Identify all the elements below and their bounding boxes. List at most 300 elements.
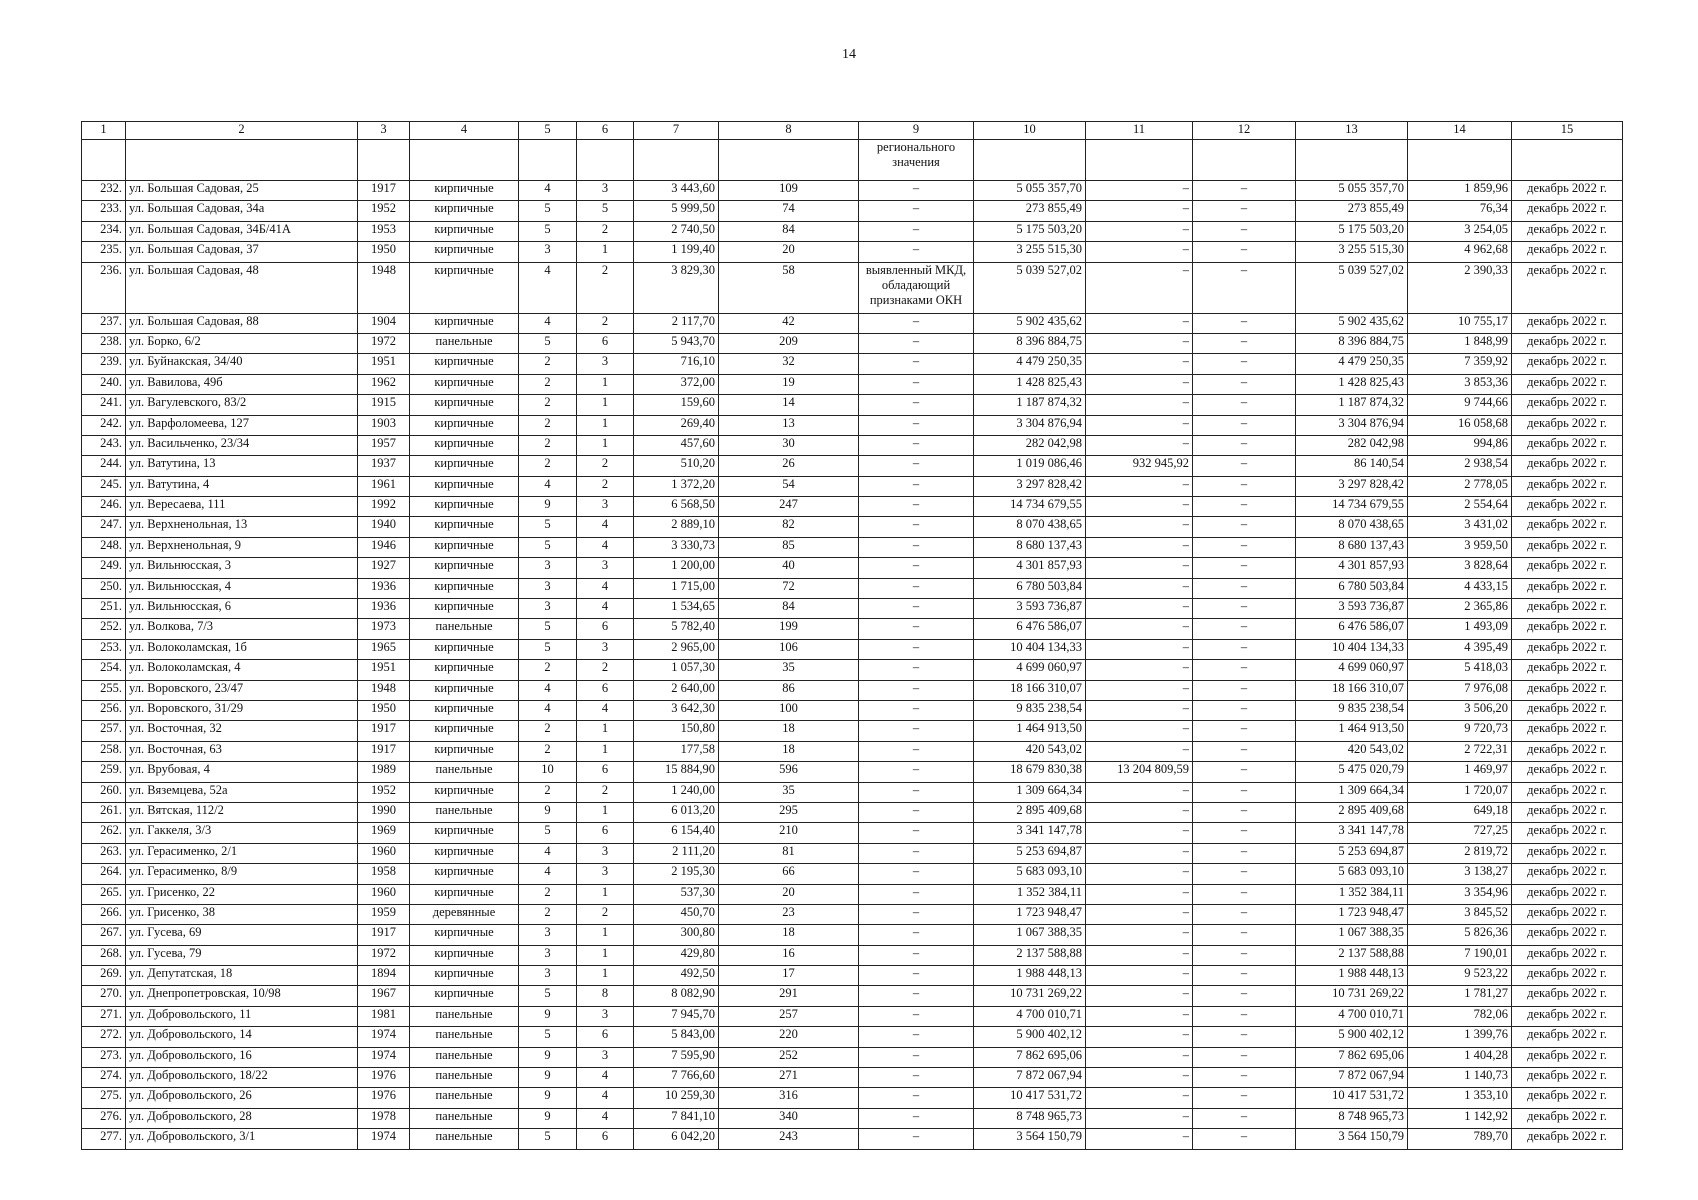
cell-cost-col-11: – [1086, 333, 1193, 353]
cell-entrances: 3 [577, 558, 634, 578]
table-row [82, 1129, 1623, 1149]
cell-cost-col-12: – [1193, 700, 1296, 720]
cell-entrances: 1 [577, 721, 634, 741]
cell-floors: 3 [519, 558, 577, 578]
cell-area: 3 330,73 [634, 537, 719, 557]
cell-cost-col-11: – [1086, 864, 1193, 884]
cell-entrances: 3 [577, 354, 634, 374]
cell-area: 2 965,00 [634, 639, 719, 659]
cell-row-number: 274. [82, 1068, 126, 1088]
cell-cost-col-12: – [1193, 599, 1296, 619]
table-body [82, 140, 1623, 1150]
cell-cost-col-12: – [1193, 782, 1296, 802]
cell-area: 7 945,70 [634, 1006, 719, 1026]
cell-heritage-status: – [859, 333, 974, 353]
cell-cost-col-12: – [1193, 1088, 1296, 1108]
cell-address: ул. Добровольского, 28 [126, 1108, 358, 1128]
cell-wall-material: кирпичные [410, 721, 519, 741]
cell-heritage-status: – [859, 476, 974, 496]
cell-floors: 2 [519, 884, 577, 904]
cell-entrances: 1 [577, 395, 634, 415]
cell-total-cost: 6 476 586,07 [974, 619, 1086, 639]
cell-cost-col-13: 6 476 586,07 [1296, 619, 1408, 639]
cell-completion-date: декабрь 2022 г. [1512, 802, 1623, 822]
cell-heritage-status: – [859, 1068, 974, 1088]
cell-address: ул. Добровольского, 3/1 [126, 1129, 358, 1149]
cell-total-cost: 1 019 086,46 [974, 456, 1086, 476]
column-header-14: 14 [1408, 122, 1512, 140]
header-row [82, 122, 1623, 140]
cell-area: 492,50 [634, 966, 719, 986]
cell-floors: 3 [519, 578, 577, 598]
cell-entrances [577, 140, 634, 181]
cell-completion-date: декабрь 2022 г. [1512, 201, 1623, 221]
table-row [82, 476, 1623, 496]
cell-residents: 20 [719, 242, 859, 262]
cell-floors: 5 [519, 1129, 577, 1149]
cell-floors: 5 [519, 537, 577, 557]
cell-row-number: 248. [82, 537, 126, 557]
column-header-13: 13 [1296, 122, 1408, 140]
table-row [82, 140, 1623, 181]
cell-cost-per-sqm: 4 962,68 [1408, 242, 1512, 262]
cell-total-cost: 5 055 357,70 [974, 181, 1086, 201]
cell-wall-material: кирпичные [410, 843, 519, 863]
cell-floors [519, 140, 577, 181]
cell-row-number: 235. [82, 242, 126, 262]
cell-total-cost: 420 543,02 [974, 741, 1086, 761]
cell-cost-per-sqm: 3 431,02 [1408, 517, 1512, 537]
cell-cost-per-sqm: 2 390,33 [1408, 262, 1512, 313]
cell-cost-col-11: – [1086, 1068, 1193, 1088]
cell-residents: 291 [719, 986, 859, 1006]
cell-heritage-status: – [859, 313, 974, 333]
cell-total-cost: 3 341 147,78 [974, 823, 1086, 843]
cell-build-year: 1951 [358, 660, 410, 680]
cell-total-cost: 3 297 828,42 [974, 476, 1086, 496]
cell-row-number: 262. [82, 823, 126, 843]
cell-cost-col-12: – [1193, 619, 1296, 639]
cell-address: ул. Большая Садовая, 88 [126, 313, 358, 333]
cell-cost-per-sqm: 1 404,28 [1408, 1047, 1512, 1067]
cell-entrances: 4 [577, 1088, 634, 1108]
cell-completion-date: декабрь 2022 г. [1512, 966, 1623, 986]
cell-row-number: 240. [82, 374, 126, 394]
cell-entrances: 2 [577, 782, 634, 802]
cell-cost-col-12: – [1193, 1129, 1296, 1149]
cell-residents: 220 [719, 1027, 859, 1047]
cell-cost-col-13: 7 872 067,94 [1296, 1068, 1408, 1088]
table-row [82, 619, 1623, 639]
cell-area: 3 443,60 [634, 181, 719, 201]
cell-area: 159,60 [634, 395, 719, 415]
cell-floors: 3 [519, 242, 577, 262]
cell-wall-material: кирпичные [410, 354, 519, 374]
cell-address: ул. Восточная, 32 [126, 721, 358, 741]
cell-cost-col-12: – [1193, 864, 1296, 884]
cell-total-cost: 2 895 409,68 [974, 802, 1086, 822]
cell-row-number: 242. [82, 415, 126, 435]
cell-cost-col-12: – [1193, 558, 1296, 578]
cell-cost-per-sqm: 7 359,92 [1408, 354, 1512, 374]
cell-floors: 9 [519, 1047, 577, 1067]
cell-wall-material: панельные [410, 1047, 519, 1067]
cell-row-number: 236. [82, 262, 126, 313]
cell-cost-per-sqm: 9 744,66 [1408, 395, 1512, 415]
cell-floors: 2 [519, 904, 577, 924]
cell-cost-col-12: – [1193, 680, 1296, 700]
cell-address: ул. Вятская, 112/2 [126, 802, 358, 822]
cell-cost-col-13: 14 734 679,55 [1296, 497, 1408, 517]
cell-floors: 3 [519, 945, 577, 965]
cell-cost-per-sqm: 1 493,09 [1408, 619, 1512, 639]
cell-cost-per-sqm: 1 399,76 [1408, 1027, 1512, 1047]
cell-address: ул. Гусева, 69 [126, 925, 358, 945]
cell-address [126, 140, 358, 181]
cell-wall-material: кирпичные [410, 435, 519, 455]
table-row [82, 221, 1623, 241]
table-row [82, 333, 1623, 353]
cell-completion-date: декабрь 2022 г. [1512, 1006, 1623, 1026]
cell-build-year: 1969 [358, 823, 410, 843]
cell-address: ул. Большая Садовая, 34Б/41А [126, 221, 358, 241]
cell-area: 2 117,70 [634, 313, 719, 333]
cell-cost-col-11: – [1086, 904, 1193, 924]
cell-heritage-status: – [859, 762, 974, 782]
cell-cost-col-12: – [1193, 660, 1296, 680]
cell-cost-col-13: 5 900 402,12 [1296, 1027, 1408, 1047]
cell-row-number: 276. [82, 1108, 126, 1128]
cell-completion-date: декабрь 2022 г. [1512, 721, 1623, 741]
cell-cost-per-sqm: 1 848,99 [1408, 333, 1512, 353]
cell-completion-date: декабрь 2022 г. [1512, 537, 1623, 557]
cell-cost-col-13: 4 700 010,71 [1296, 1006, 1408, 1026]
table-row [82, 1047, 1623, 1067]
cell-cost-col-12: – [1193, 966, 1296, 986]
cell-build-year: 1989 [358, 762, 410, 782]
cell-area: 510,20 [634, 456, 719, 476]
cell-total-cost: 1 309 664,34 [974, 782, 1086, 802]
cell-floors: 3 [519, 925, 577, 945]
cell-address: ул. Добровольского, 18/22 [126, 1068, 358, 1088]
cell-total-cost: 8 396 884,75 [974, 333, 1086, 353]
cell-cost-col-13: 1 988 448,13 [1296, 966, 1408, 986]
cell-cost-per-sqm: 2 819,72 [1408, 843, 1512, 863]
cell-residents: 82 [719, 517, 859, 537]
cell-build-year: 1972 [358, 945, 410, 965]
cell-entrances: 3 [577, 864, 634, 884]
cell-heritage-status: – [859, 925, 974, 945]
cell-cost-per-sqm: 3 354,96 [1408, 884, 1512, 904]
table-row [82, 843, 1623, 863]
cell-cost-col-13: 1 187 874,32 [1296, 395, 1408, 415]
column-header-10: 10 [974, 122, 1086, 140]
cell-cost-col-12: – [1193, 945, 1296, 965]
cell-cost-per-sqm: 3 138,27 [1408, 864, 1512, 884]
cell-row-number: 233. [82, 201, 126, 221]
cell-completion-date: декабрь 2022 г. [1512, 700, 1623, 720]
cell-wall-material: кирпичные [410, 415, 519, 435]
cell-cost-col-11: – [1086, 1088, 1193, 1108]
cell-heritage-status: регионального значения [859, 140, 974, 181]
cell-build-year: 1917 [358, 925, 410, 945]
cell-residents: 257 [719, 1006, 859, 1026]
cell-cost-col-13: 8 070 438,65 [1296, 517, 1408, 537]
cell-completion-date: декабрь 2022 г. [1512, 435, 1623, 455]
cell-total-cost [974, 140, 1086, 181]
cell-floors: 5 [519, 639, 577, 659]
cell-area: 1 200,00 [634, 558, 719, 578]
cell-cost-col-13: 1 067 388,35 [1296, 925, 1408, 945]
cell-area: 7 766,60 [634, 1068, 719, 1088]
cell-completion-date: декабрь 2022 г. [1512, 1108, 1623, 1128]
cell-cost-col-11: – [1086, 242, 1193, 262]
cell-heritage-status: – [859, 945, 974, 965]
cell-residents: 252 [719, 1047, 859, 1067]
cell-build-year: 1946 [358, 537, 410, 557]
column-header-2: 2 [126, 122, 358, 140]
cell-address: ул. Гаккеля, 3/3 [126, 823, 358, 843]
cell-cost-col-13: 10 404 134,33 [1296, 639, 1408, 659]
cell-floors: 2 [519, 354, 577, 374]
cell-wall-material: кирпичные [410, 680, 519, 700]
cell-wall-material: кирпичные [410, 181, 519, 201]
cell-residents: 26 [719, 456, 859, 476]
cell-cost-col-13: 5 475 020,79 [1296, 762, 1408, 782]
cell-completion-date: декабрь 2022 г. [1512, 986, 1623, 1006]
cell-wall-material: кирпичные [410, 966, 519, 986]
cell-heritage-status: – [859, 242, 974, 262]
cell-residents: 100 [719, 700, 859, 720]
cell-floors: 2 [519, 782, 577, 802]
cell-entrances: 4 [577, 599, 634, 619]
cell-build-year: 1951 [358, 354, 410, 374]
cell-address: ул. Добровольского, 16 [126, 1047, 358, 1067]
cell-residents: 30 [719, 435, 859, 455]
cell-build-year: 1974 [358, 1027, 410, 1047]
cell-total-cost: 3 304 876,94 [974, 415, 1086, 435]
cell-row-number: 246. [82, 497, 126, 517]
column-header-8: 8 [719, 122, 859, 140]
cell-cost-per-sqm [1408, 140, 1512, 181]
cell-total-cost: 10 731 269,22 [974, 986, 1086, 1006]
cell-address: ул. Вяземцева, 52а [126, 782, 358, 802]
cell-cost-col-12: – [1193, 762, 1296, 782]
column-header-12: 12 [1193, 122, 1296, 140]
cell-entrances: 1 [577, 966, 634, 986]
cell-wall-material: кирпичные [410, 262, 519, 313]
cell-row-number: 270. [82, 986, 126, 1006]
cell-residents: 85 [719, 537, 859, 557]
cell-completion-date: декабрь 2022 г. [1512, 354, 1623, 374]
cell-cost-col-11: – [1086, 558, 1193, 578]
cell-cost-per-sqm: 1 859,96 [1408, 181, 1512, 201]
cell-cost-col-11: – [1086, 802, 1193, 822]
cell-total-cost: 5 175 503,20 [974, 221, 1086, 241]
cell-entrances: 6 [577, 762, 634, 782]
table-row [82, 782, 1623, 802]
cell-cost-col-12: – [1193, 1068, 1296, 1088]
cell-cost-per-sqm: 3 254,05 [1408, 221, 1512, 241]
cell-completion-date: декабрь 2022 г. [1512, 476, 1623, 496]
cell-residents: 20 [719, 884, 859, 904]
cell-row-number: 277. [82, 1129, 126, 1149]
cell-entrances: 6 [577, 1027, 634, 1047]
cell-cost-col-11: – [1086, 578, 1193, 598]
cell-row-number: 258. [82, 741, 126, 761]
cell-address: ул. Добровольского, 26 [126, 1088, 358, 1108]
table-row [82, 415, 1623, 435]
cell-address: ул. Волоколамская, 4 [126, 660, 358, 680]
page-number: 14 [842, 47, 856, 62]
table-row [82, 762, 1623, 782]
cell-cost-col-13: 2 895 409,68 [1296, 802, 1408, 822]
cell-floors: 4 [519, 476, 577, 496]
cell-completion-date: декабрь 2022 г. [1512, 925, 1623, 945]
cell-build-year: 1992 [358, 497, 410, 517]
column-header-7: 7 [634, 122, 719, 140]
cell-heritage-status: – [859, 1027, 974, 1047]
cell-cost-col-12: – [1193, 333, 1296, 353]
table-row [82, 864, 1623, 884]
housing-registry-table [81, 121, 1623, 1150]
cell-wall-material: панельные [410, 1006, 519, 1026]
cell-address: ул. Варфоломеева, 127 [126, 415, 358, 435]
cell-residents: 316 [719, 1088, 859, 1108]
cell-row-number: 259. [82, 762, 126, 782]
cell-total-cost: 8 748 965,73 [974, 1108, 1086, 1128]
cell-wall-material: панельные [410, 762, 519, 782]
cell-total-cost: 4 301 857,93 [974, 558, 1086, 578]
cell-completion-date: декабрь 2022 г. [1512, 456, 1623, 476]
column-number-header [82, 122, 1623, 140]
column-header-5: 5 [519, 122, 577, 140]
cell-area: 1 534,65 [634, 599, 719, 619]
cell-build-year: 1972 [358, 333, 410, 353]
cell-completion-date: декабрь 2022 г. [1512, 639, 1623, 659]
cell-cost-col-13: 9 835 238,54 [1296, 700, 1408, 720]
cell-completion-date: декабрь 2022 г. [1512, 181, 1623, 201]
cell-floors: 9 [519, 802, 577, 822]
cell-floors: 2 [519, 374, 577, 394]
cell-residents: 340 [719, 1108, 859, 1128]
cell-floors: 3 [519, 966, 577, 986]
table-row [82, 1108, 1623, 1128]
cell-cost-col-12: – [1193, 843, 1296, 863]
cell-entrances: 1 [577, 374, 634, 394]
table-row [82, 1006, 1623, 1026]
cell-floors: 9 [519, 1108, 577, 1128]
cell-floors: 9 [519, 497, 577, 517]
cell-cost-col-12: – [1193, 823, 1296, 843]
cell-cost-col-12: – [1193, 1027, 1296, 1047]
cell-entrances: 3 [577, 497, 634, 517]
table-row [82, 884, 1623, 904]
cell-entrances: 8 [577, 986, 634, 1006]
cell-area: 6 568,50 [634, 497, 719, 517]
cell-cost-per-sqm: 7 190,01 [1408, 945, 1512, 965]
cell-row-number: 264. [82, 864, 126, 884]
cell-cost-per-sqm: 1 720,07 [1408, 782, 1512, 802]
cell-cost-col-13 [1296, 140, 1408, 181]
cell-completion-date: декабрь 2022 г. [1512, 660, 1623, 680]
cell-residents: 210 [719, 823, 859, 843]
cell-row-number: 261. [82, 802, 126, 822]
table-row [82, 660, 1623, 680]
cell-entrances: 2 [577, 660, 634, 680]
cell-wall-material: кирпичные [410, 517, 519, 537]
cell-wall-material: кирпичные [410, 578, 519, 598]
table-row [82, 721, 1623, 741]
cell-cost-per-sqm: 2 778,05 [1408, 476, 1512, 496]
cell-total-cost: 273 855,49 [974, 201, 1086, 221]
cell-area: 457,60 [634, 435, 719, 455]
cell-cost-col-13: 8 748 965,73 [1296, 1108, 1408, 1128]
table-row [82, 435, 1623, 455]
cell-area: 1 057,30 [634, 660, 719, 680]
cell-area: 7 841,10 [634, 1108, 719, 1128]
cell-entrances: 3 [577, 843, 634, 863]
cell-total-cost: 7 872 067,94 [974, 1068, 1086, 1088]
cell-total-cost: 1 723 948,47 [974, 904, 1086, 924]
cell-heritage-status: – [859, 221, 974, 241]
cell-address: ул. Депутатская, 18 [126, 966, 358, 986]
cell-row-number: 256. [82, 700, 126, 720]
cell-row-number: 272. [82, 1027, 126, 1047]
cell-address: ул. Вильнюсская, 4 [126, 578, 358, 598]
cell-cost-per-sqm: 3 959,50 [1408, 537, 1512, 557]
cell-row-number: 268. [82, 945, 126, 965]
cell-cost-col-11: – [1086, 1129, 1193, 1149]
cell-cost-col-13: 2 137 588,88 [1296, 945, 1408, 965]
cell-cost-col-11: – [1086, 1047, 1193, 1067]
cell-cost-col-13: 5 683 093,10 [1296, 864, 1408, 884]
cell-cost-col-13: 273 855,49 [1296, 201, 1408, 221]
cell-completion-date: декабрь 2022 г. [1512, 864, 1623, 884]
cell-build-year: 1973 [358, 619, 410, 639]
cell-address: ул. Герасименко, 2/1 [126, 843, 358, 863]
cell-cost-col-11: 13 204 809,59 [1086, 762, 1193, 782]
cell-cost-col-13: 3 564 150,79 [1296, 1129, 1408, 1149]
cell-row-number: 238. [82, 333, 126, 353]
cell-build-year: 1950 [358, 242, 410, 262]
table-row [82, 945, 1623, 965]
cell-entrances: 2 [577, 262, 634, 313]
cell-total-cost: 10 417 531,72 [974, 1088, 1086, 1108]
cell-area: 7 595,90 [634, 1047, 719, 1067]
table-row [82, 374, 1623, 394]
cell-heritage-status: – [859, 558, 974, 578]
cell-heritage-status: – [859, 619, 974, 639]
cell-floors: 2 [519, 741, 577, 761]
cell-row-number: 266. [82, 904, 126, 924]
cell-completion-date: декабрь 2022 г. [1512, 1047, 1623, 1067]
cell-wall-material: кирпичные [410, 313, 519, 333]
cell-floors: 5 [519, 1027, 577, 1047]
cell-floors: 4 [519, 313, 577, 333]
cell-address: ул. Вавилова, 49б [126, 374, 358, 394]
cell-row-number: 273. [82, 1047, 126, 1067]
cell-wall-material: кирпичные [410, 782, 519, 802]
cell-cost-col-12: – [1193, 578, 1296, 598]
cell-total-cost: 18 166 310,07 [974, 680, 1086, 700]
cell-entrances: 6 [577, 1129, 634, 1149]
cell-cost-col-12: – [1193, 242, 1296, 262]
cell-floors: 2 [519, 660, 577, 680]
cell-floors: 5 [519, 619, 577, 639]
cell-row-number: 260. [82, 782, 126, 802]
cell-address: ул. Ватутина, 4 [126, 476, 358, 496]
